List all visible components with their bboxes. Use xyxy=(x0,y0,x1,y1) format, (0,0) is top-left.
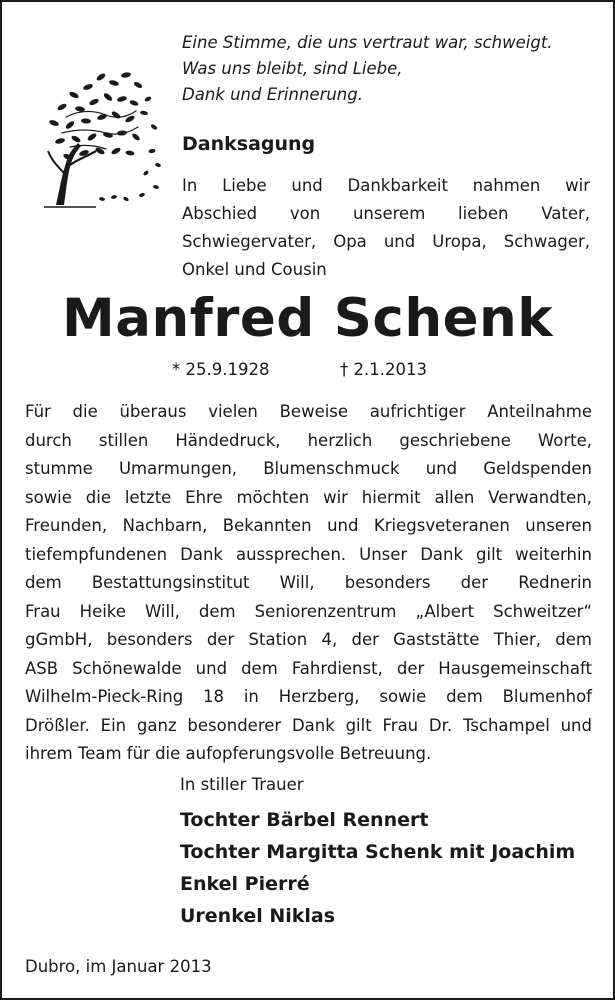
intro-line: In Liebe und Dankbarkeit nahmen wir xyxy=(182,176,590,195)
body-line: sowie die letzte Ehre möchten wir hiermit allen Verwandten, xyxy=(25,487,592,507)
signer: Tochter Bärbel Rennert xyxy=(180,809,429,831)
mourning-label: In stiller Trauer xyxy=(180,775,304,794)
danksagung-heading: Danksagung xyxy=(182,133,316,155)
death-date: † 2.1.2013 xyxy=(340,360,427,379)
windblown-tree-icon xyxy=(26,47,166,217)
body-line: Wilhelm-Pieck-Ring 18 in Herzberg, sowie dem Blumenhof xyxy=(25,687,592,706)
body-line: stumme Umarmungen, Blumenschmuck und Geldspenden xyxy=(25,459,592,478)
body-line: Frau Heike Will, dem Seniorenzentrum „Albert Schweitzer“ xyxy=(25,601,592,621)
body-line: durch stillen Händedruck, herzlich geschriebene Worte, xyxy=(25,430,592,450)
birth-date: * 25.9.1928 xyxy=(172,360,270,379)
tree-trunk xyxy=(56,143,81,205)
intro-line: Onkel und Cousin xyxy=(182,260,327,279)
body-line: dem Bestattungsinstitut Will, besonders der Rednerin xyxy=(25,573,592,592)
intro-paragraph xyxy=(182,172,590,284)
quote-line: Eine Stimme, die uns vertraut war, schweigt. xyxy=(182,33,553,52)
quote-line: Was uns bleibt, sind Liebe, xyxy=(182,59,403,78)
body-line: gGmbH, besonders der Station 4, der Gaststätte Thier, dem xyxy=(25,630,592,649)
signers-list xyxy=(180,804,575,932)
signer: Tochter Margitta Schenk mit Joachim xyxy=(180,841,576,863)
body-line: Drößler. Ein ganz besonderer Dank gilt Frau Dr. Tschampel und xyxy=(25,715,592,735)
signer: Enkel Pierré xyxy=(180,873,310,895)
intro-line: Abschied von unserem lieben Vater, xyxy=(182,204,590,223)
body-line: ihrem Team für die aufopferungsvolle Betreuung. xyxy=(25,744,432,763)
body-line: Freunden, Nachbarn, Bekannten und Kriegsveteranen unseren xyxy=(25,516,592,535)
body-line: ASB Schönewalde und dem Fahrdienst, der Hausgemeinschaft xyxy=(25,658,592,678)
deceased-name: Manfred Schenk xyxy=(61,288,553,349)
body-line: Für die überaus vielen Beweise aufrichtiger Anteilnahme xyxy=(25,402,592,421)
place-date: Dubro, im Januar 2013 xyxy=(25,957,212,976)
thanks-paragraph xyxy=(25,398,592,769)
quote-line: Dank und Erinnerung. xyxy=(182,85,363,104)
intro-line: Schwiegervater, Opa und Uropa, Schwager, xyxy=(182,232,590,251)
signer: Urenkel Niklas xyxy=(180,905,336,927)
body-line: tiefempfundenen Dank aussprechen. Unser Dank gilt weiterhin xyxy=(25,544,592,564)
memorial-quote xyxy=(182,30,582,108)
